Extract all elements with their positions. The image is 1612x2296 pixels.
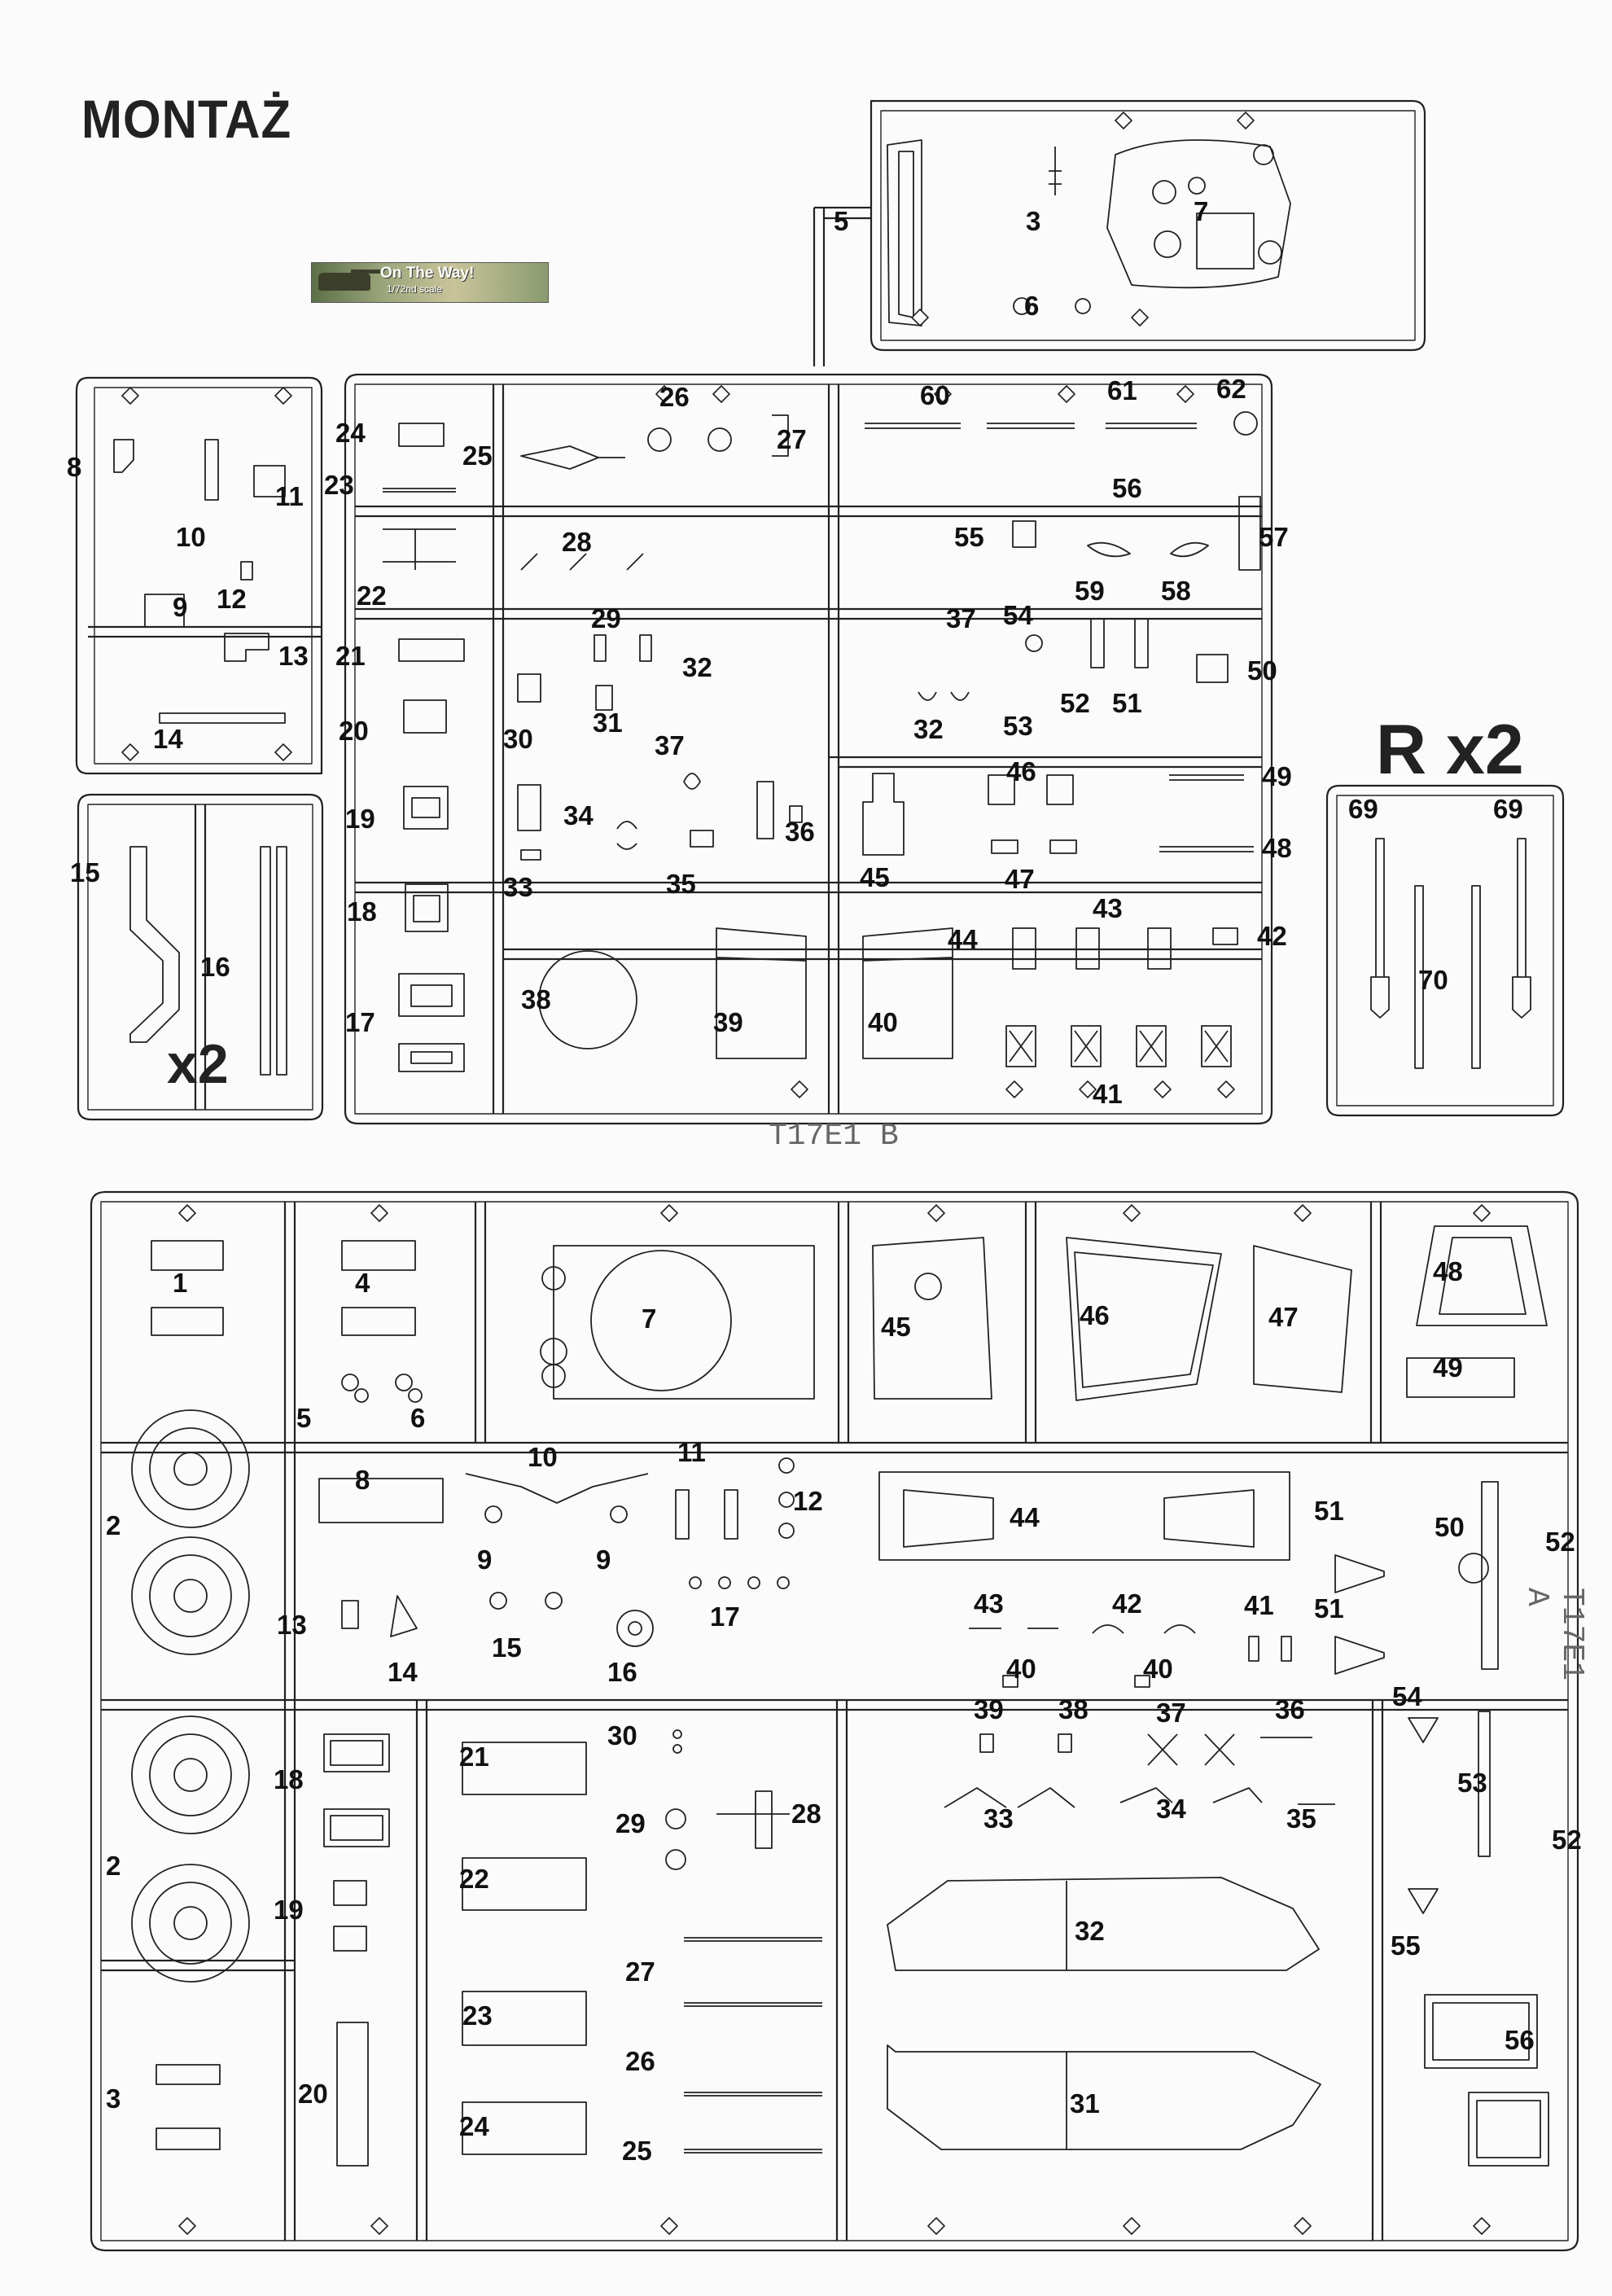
lower-part-label-11: 11 [677,1437,706,1467]
lower-part-label-35: 35 [1286,1803,1316,1834]
upper-part-label-47: 47 [1005,864,1035,894]
lower-part-label-41: 41 [1244,1590,1274,1620]
lower-part-label-34: 34 [1156,1794,1186,1824]
upper-part-label-62: 62 [1216,374,1246,404]
lower-part-label-33: 33 [983,1803,1014,1834]
lower-part-label-1: 1 [173,1268,188,1298]
upper-part-label-24: 24 [335,418,366,448]
lower-part-label-52: 52 [1545,1527,1575,1557]
upper-part-label-22: 22 [357,581,387,611]
upper-part-label-18: 18 [347,896,377,927]
lower-part-label-12: 12 [793,1486,823,1516]
upper-part-label-51: 51 [1112,688,1142,718]
lower-part-label-42: 42 [1112,1588,1142,1619]
lower-part-label-32: 32 [1075,1916,1105,1946]
upper-part-label-38: 38 [521,984,551,1014]
upper-part-label-48: 48 [1262,833,1292,863]
lower-part-label-24: 24 [459,2111,489,2141]
lower-part-label-49: 49 [1433,1352,1463,1382]
upper-part-label-28: 28 [562,527,592,557]
upper-part-label-16: 16 [200,952,230,982]
lower-part-label-54: 54 [1392,1681,1422,1711]
upper-part-label-69: 69 [1348,794,1378,824]
lower-part-label-36: 36 [1275,1694,1305,1724]
lower-part-label-28: 28 [791,1799,821,1829]
page-title: MONTAŻ [81,89,292,150]
lower-part-label-43: 43 [974,1588,1004,1619]
lower-part-label-27: 27 [625,1956,655,1987]
upper-part-label-45: 45 [860,862,890,892]
lower-part-label-4: 4 [355,1268,370,1298]
lower-part-label-14: 14 [388,1657,418,1687]
lower-sprue-code: T17E1 A [1519,1588,1589,1681]
lower-part-label-47: 47 [1268,1302,1299,1332]
logo-text: On The Way! [380,265,475,282]
upper-part-label-13: 13 [278,641,309,671]
upper-part-label-7: 7 [1194,196,1209,226]
upper-sprue-code: T17E1 B [769,1119,899,1154]
upper-part-label-52: 52 [1060,688,1090,718]
upper-part-label-20: 20 [339,716,369,746]
upper-part-label-26: 26 [659,382,690,412]
upper-part-label-57: 57 [1259,522,1289,552]
lower-part-label-31: 31 [1070,2088,1100,2119]
lower-part-label-53: 53 [1457,1768,1487,1798]
upper-part-label-27: 27 [777,424,807,454]
upper-part-label-44: 44 [948,924,978,954]
upper-parts [114,140,1531,1075]
lower-part-label-38: 38 [1058,1694,1089,1724]
upper-part-label-32: 32 [682,652,712,682]
upper-part-label-69: 69 [1493,794,1523,824]
lower-part-label-16: 16 [607,1657,637,1687]
lower-part-label-20: 20 [298,2079,328,2109]
upper-part-label-46: 46 [1006,756,1036,787]
lower-part-label-46: 46 [1080,1300,1110,1330]
lower-part-label-6: 6 [410,1403,426,1433]
lower-part-label-45: 45 [881,1312,911,1342]
upper-part-label-5: 5 [834,206,849,236]
lower-part-label-18: 18 [274,1764,304,1794]
upper-part-label-14: 14 [153,724,183,754]
lower-part-label-40: 40 [1006,1654,1036,1684]
upper-part-label-10: 10 [176,522,206,552]
upper-part-label-34: 34 [563,800,594,830]
upper-part-label-50: 50 [1247,655,1277,686]
upper-part-label-40: 40 [868,1007,898,1037]
upper-part-label-49: 49 [1262,761,1292,791]
upper-part-label-70: 70 [1418,965,1448,995]
lower-part-label-44: 44 [1010,1502,1040,1532]
upper-part-label-17: 17 [345,1007,375,1037]
upper-part-label-3: 3 [1026,206,1041,236]
lower-part-label-50: 50 [1435,1512,1465,1542]
lower-part-label-9: 9 [596,1545,611,1575]
lower-parts [132,1226,1548,2166]
upper-part-label-35: 35 [666,869,696,899]
upper-part-label-6: 6 [1024,291,1040,321]
upper-part-label-37: 37 [946,603,976,633]
upper-part-label-21: 21 [335,641,366,671]
upper-part-label-36: 36 [785,817,815,847]
upper-part-label-59: 59 [1075,576,1105,606]
lower-part-label-19: 19 [274,1895,304,1925]
upper-part-label-56: 56 [1112,473,1142,503]
lower-part-label-26: 26 [625,2046,655,2076]
upper-part-label-31: 31 [593,708,623,738]
lower-part-label-25: 25 [622,2136,652,2166]
lower-part-label-10: 10 [528,1442,558,1472]
lower-part-label-2: 2 [106,1851,121,1881]
lower-part-label-17: 17 [710,1602,740,1632]
left-frame-multiplier: x2 [167,1033,229,1095]
lower-part-label-15: 15 [492,1632,522,1663]
lower-part-label-13: 13 [277,1610,307,1640]
upper-part-label-58: 58 [1161,576,1191,606]
upper-part-label-15: 15 [70,857,100,887]
lower-part-label-51: 51 [1314,1496,1344,1526]
lower-part-label-21: 21 [459,1742,489,1772]
upper-part-label-25: 25 [462,440,493,471]
upper-part-label-8: 8 [67,452,82,482]
upper-part-label-9: 9 [173,592,188,622]
lower-part-label-52: 52 [1552,1825,1582,1855]
lower-part-label-2: 2 [106,1510,121,1540]
lower-part-label-9: 9 [477,1545,493,1575]
upper-sprue-frame [77,101,1563,1124]
upper-part-label-41: 41 [1093,1079,1123,1109]
upper-part-label-37: 37 [655,730,685,760]
upper-part-label-43: 43 [1093,893,1123,923]
lower-part-label-22: 22 [459,1864,489,1894]
upper-part-label-23: 23 [324,470,354,500]
lower-part-label-30: 30 [607,1720,637,1750]
upper-part-label-61: 61 [1107,375,1137,405]
upper-part-label-19: 19 [345,804,375,834]
upper-part-label-11: 11 [275,481,304,511]
lower-part-label-51: 51 [1314,1593,1344,1623]
upper-part-label-32: 32 [913,714,944,744]
lower-part-label-56: 56 [1505,2025,1535,2055]
upper-part-label-42: 42 [1257,921,1287,951]
lower-part-label-23: 23 [462,2000,493,2031]
lower-part-label-39: 39 [974,1694,1004,1724]
upper-part-label-30: 30 [503,724,533,754]
upper-part-label-60: 60 [920,380,950,410]
upper-part-label-12: 12 [217,584,247,614]
upper-part-label-39: 39 [713,1007,743,1037]
lower-part-label-48: 48 [1433,1256,1463,1286]
lower-part-label-7: 7 [642,1304,657,1334]
logo-scale: 1/72nd scale [387,283,443,295]
lower-part-label-37: 37 [1156,1698,1186,1728]
lower-part-label-29: 29 [615,1808,646,1838]
lower-part-label-55: 55 [1391,1930,1421,1961]
upper-part-label-53: 53 [1003,711,1033,741]
upper-part-label-33: 33 [503,872,533,902]
upper-part-label-55: 55 [954,522,984,552]
lower-part-label-8: 8 [355,1465,370,1495]
lower-part-label-40: 40 [1143,1654,1173,1684]
lower-part-label-5: 5 [296,1403,312,1433]
lower-part-label-3: 3 [106,2083,121,2114]
upper-part-label-29: 29 [591,603,621,633]
r-frame-multiplier: R x2 [1376,711,1524,789]
upper-part-label-54: 54 [1003,600,1033,630]
